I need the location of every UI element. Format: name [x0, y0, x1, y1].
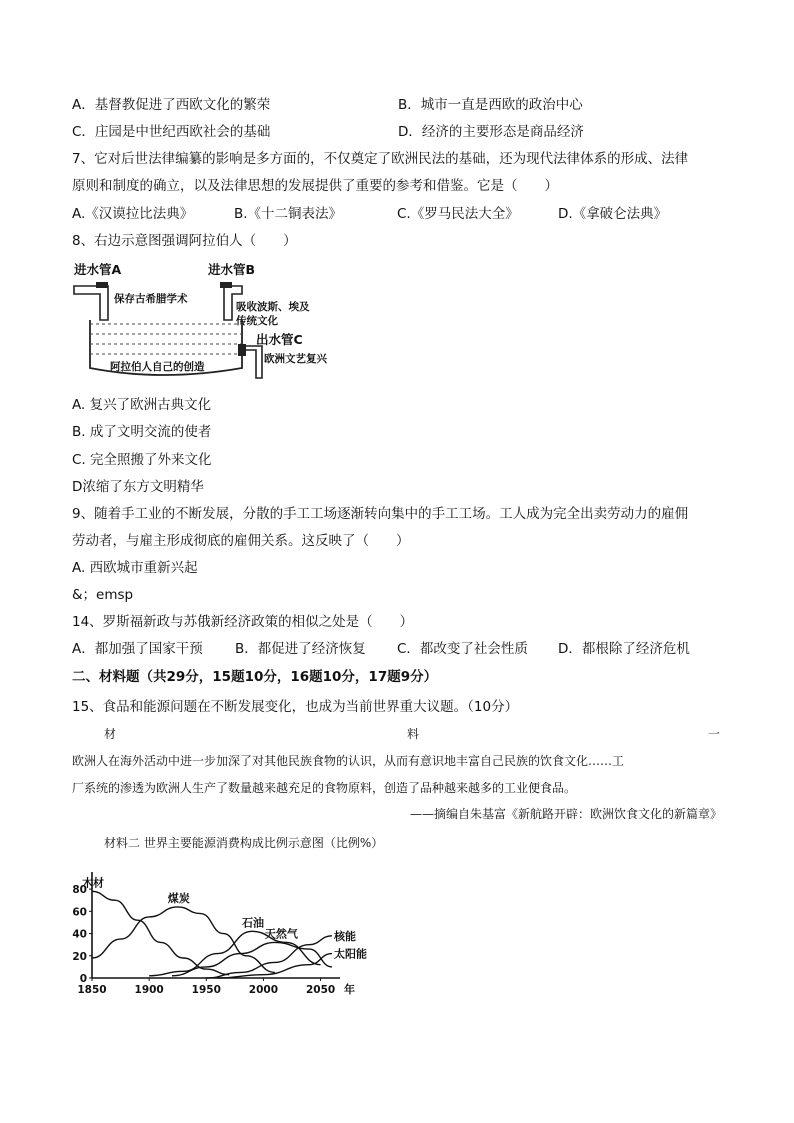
q15-stem: 15、食品和能源问题在不断发展变化，也成为当前世界重大议题。（10分）	[72, 699, 519, 715]
pipe-b-label-1: 吸收波斯、埃及	[236, 301, 310, 313]
q7-option-d: D.《拿破仑法典》	[558, 206, 668, 222]
q7-option-c: C.《罗马民法大全》	[397, 206, 519, 222]
x-tick-label: 1950	[191, 984, 221, 996]
y-tick-label: 80	[72, 884, 87, 897]
x-tick-label: 2000	[248, 984, 279, 996]
material-1-text-line-1: 欧洲人在海外活动中进一步加深了对其他民族食物的认识，从而有意识地丰富自己民族的饮食文化……工	[72, 754, 625, 768]
q7-option-a: A.《汉谟拉比法典》	[72, 206, 194, 222]
material-1-text-line-2: 厂系统的渗透为欧洲人生产了数量越来越充足的食物原料，创造了品种越来越多的工业便食品。	[72, 781, 577, 795]
energy-consumption-chart	[70, 860, 367, 1000]
q9-stem-line-1: 9、随着手工业的不断发展，分散的手工工场逐渐转向集中的手工工场。工人成为完全出卖劳动力的雇佣	[72, 506, 689, 522]
section-2-heading: 二、材料题（共29分，15题10分，16题10分，17题9分）	[72, 669, 438, 685]
q9-stem-line-2: 劳动者，与雇主形成彻底的雇佣关系。这反映了（ ）	[72, 533, 410, 549]
series-label: 木材	[82, 876, 104, 890]
x-tick-label: 2050	[305, 984, 336, 996]
y-tick-label: 0	[79, 973, 87, 985]
q8-stem: 8、右边示意图强调阿拉伯人（ ）	[72, 233, 297, 249]
material-1-word-3: 一	[708, 727, 721, 741]
series-line	[92, 891, 229, 974]
q14-option-a: A．都加强了国家干预	[72, 641, 203, 657]
material-1-word-2: 料	[407, 727, 420, 741]
q9-option-a: A. 西欧城市重新兴起	[72, 560, 198, 576]
q8-diagram	[72, 258, 340, 386]
q8-option-c: C. 完全照搬了外来文化	[72, 452, 212, 468]
pipe-c-label: 欧洲文艺复兴	[264, 353, 327, 365]
q8-option-d: D浓缩了东方文明精华	[72, 479, 204, 495]
q8-option-b: B. 成了文明交流的使者	[72, 424, 212, 440]
pipe-c-title: 出水管C	[256, 332, 303, 347]
q6-option-c: C．庄园是中世纪西欧社会的基础	[72, 124, 271, 140]
tank-label: 阿拉伯人自己的创造	[110, 361, 205, 373]
pipe-a-label: 保存古希腊学术	[114, 293, 188, 305]
pipe-a-title: 进水管A	[74, 262, 122, 277]
series-label: 太阳能	[334, 947, 367, 961]
y-tick-label: 60	[72, 906, 87, 919]
x-tick-label: 1900	[134, 984, 164, 996]
series-label: 天然气	[264, 927, 298, 941]
y-tick-label: 20	[72, 950, 87, 963]
q6-option-d: D．经济的主要形态是商品经济	[398, 124, 584, 140]
artifact-text: &；emsp	[72, 587, 134, 603]
q7-stem-line-1: 7、它对后世法律编纂的影响是多方面的，不仅奠定了欧洲民法的基础，还为现代法律体系的形成、法律	[72, 151, 689, 167]
q14-option-b: B．都促进了经济恢复	[235, 641, 366, 657]
q6-option-b: B．城市一直是西欧的政治中心	[398, 97, 583, 113]
pipe-b-title: 进水管B	[208, 262, 256, 277]
material-2-title: 材料二 世界主要能源消费构成比例示意图（比例%）	[104, 836, 384, 850]
material-1-source: ——摘编自朱基富《新航路开辟：欧洲饮食文化的新篇章》	[409, 807, 722, 821]
material-1-word-1: 材	[104, 727, 117, 741]
pipe-b-label-2: 传统文化	[236, 315, 278, 327]
q7-stem-line-2: 原则和制度的确立，以及法律思想的发展提供了重要的参考和借鉴。它是（ ）	[72, 178, 558, 194]
q14-option-c: C．都改变了社会性质	[397, 641, 528, 657]
q8-option-a: A. 复兴了欧洲古典文化	[72, 397, 212, 413]
pipe-a-shape	[74, 286, 108, 320]
x-axis-label: 年	[344, 983, 355, 996]
series-label: 煤炭	[167, 891, 190, 905]
series-line	[218, 954, 332, 978]
series-label: 核能	[334, 929, 356, 943]
q14-option-d: D．都根除了经济危机	[558, 641, 690, 657]
y-tick-label: 40	[72, 928, 87, 941]
x-tick-label: 1850	[77, 984, 107, 996]
q7-option-b: B.《十二铜表法》	[234, 206, 343, 222]
series-label: 石油	[242, 916, 264, 930]
q14-stem: 14、罗斯福新政与苏俄新经济政策的相似之处是（ ）	[72, 614, 414, 630]
q6-option-a: A．基督教促进了西欧文化的繁荣	[72, 97, 271, 113]
